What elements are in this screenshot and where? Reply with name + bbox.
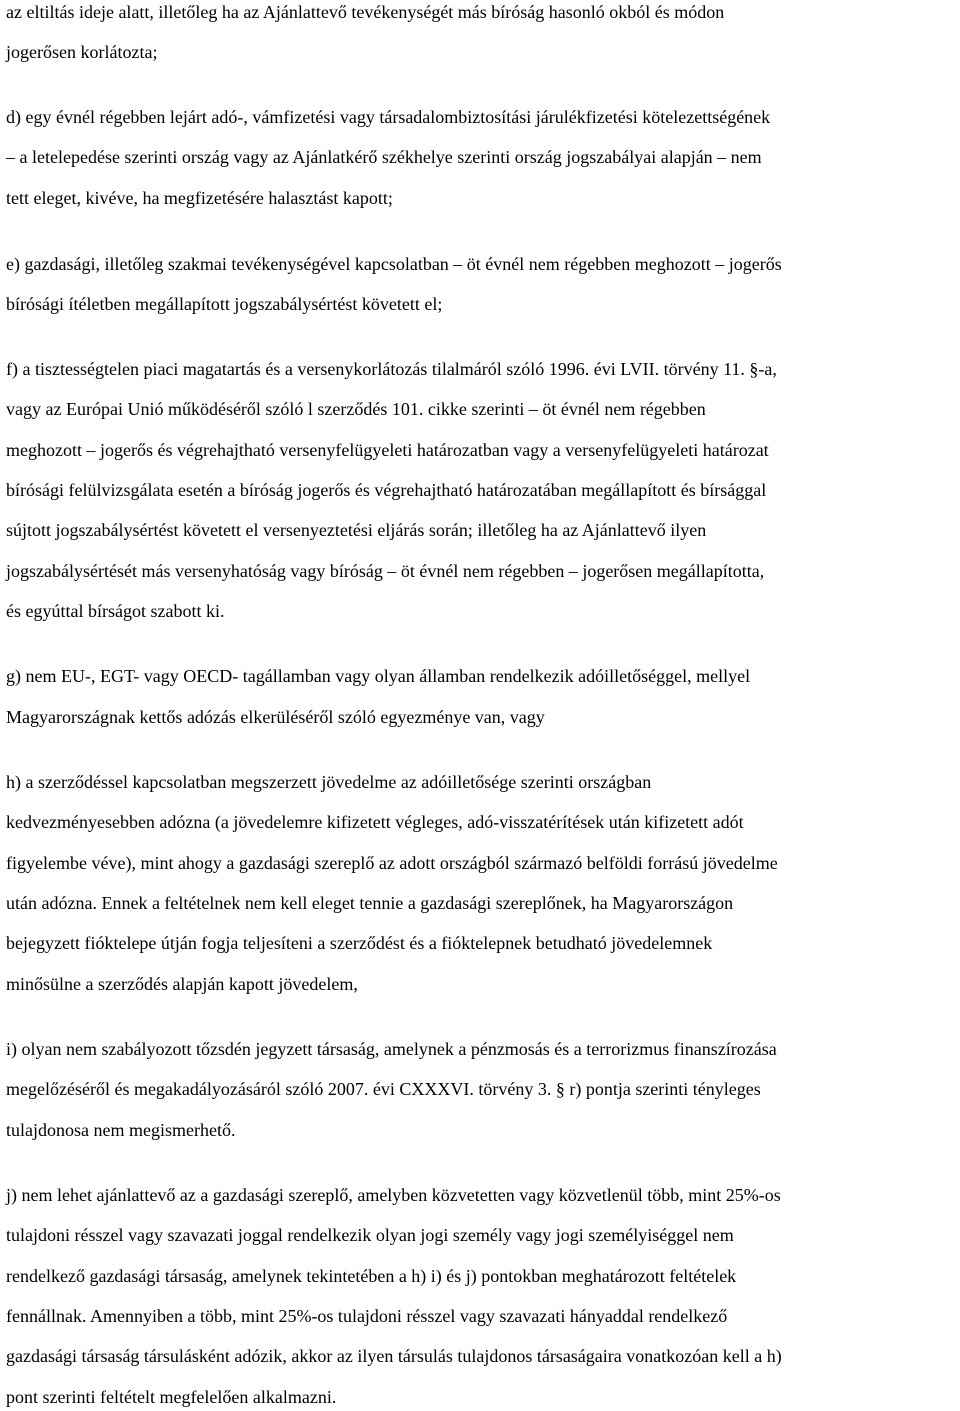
text-line: tett eleget, kivéve, ha megfizetésére halasztást kapott; xyxy=(6,188,393,208)
text-line: minősülne a szerződés alapján kapott jövedelem, xyxy=(6,974,358,994)
text-line: e) gazdasági, illetőleg szakmai tevékenységével kapcsolatban – öt évnél nem régebben meghozott – jogerős xyxy=(6,254,782,274)
text-line: és egyúttal bírságot szabott ki. xyxy=(6,601,225,621)
text-line: bírósági ítéletben megállapított jogszabálysértést követett el; xyxy=(6,294,443,314)
text-line: g) nem EU-, EGT- vagy OECD- tagállamban vagy olyan államban rendelkezik adóilletőséggel, mellyel xyxy=(6,666,751,686)
text-line: gazdasági társaság társulásként adózik, akkor az ilyen társulás tulajdonos társaságaira vonatkozóan kell a h) xyxy=(6,1346,782,1366)
text-line: meghozott – jogerős és végrehajtható versenyfelügyeleti határozatban vagy a versenyfelügyeleti határozat xyxy=(6,440,769,460)
text-line: tulajdonosa nem megismerhető. xyxy=(6,1120,236,1140)
text-line: kedvezményesebben adózna (a jövedelemre kifizetett végleges, adó-visszatérítések után kifizetett adót xyxy=(6,812,744,832)
text-line: jogszabálysértését más versenyhatóság vagy bíróság – öt évnél nem régebben – jogerősen megállapította, xyxy=(6,561,765,581)
text-line: megelőzéséről és megakadályozásáról szóló 2007. évi CXXXVI. törvény 3. § r) pontja szerinti tényleges xyxy=(6,1079,761,1099)
text-line: pont szerinti feltételt megfelelően alkalmazni. xyxy=(6,1387,337,1407)
text-line: tulajdoni résszel vagy szavazati joggal rendelkezik olyan jogi személy vagy jogi személyiséggel nem xyxy=(6,1225,734,1245)
text-line: j) nem lehet ajánlattevő az a gazdasági szereplő, amelyben közvetetten vagy közvetlenül több, mint 25%-os xyxy=(6,1185,781,1205)
text-line: i) olyan nem szabályozott tőzsdén jegyzett társaság, amelynek a pénzmosás és a terrorizmus finanszírozása xyxy=(6,1039,777,1059)
text-line: d) egy évnél régebben lejárt adó-, vámfizetési vagy társadalombiztosítási járulékfizetési kötelezettségének xyxy=(6,107,771,127)
text-line: – a letelepedése szerinti ország vagy az Ajánlatkérő székhelye szerinti ország jogszabályai alapján – nem xyxy=(6,147,762,167)
text-line: rendelkező gazdasági társaság, amelynek tekintetében a h) i) és j) pontokban meghatározott feltételek xyxy=(6,1266,737,1286)
text-line: h) a szerződéssel kapcsolatban megszerzett jövedelme az adóilletősége szerinti országban xyxy=(6,772,652,792)
text-line: az eltiltás ideje alatt, illetőleg ha az Ajánlattevő tevékenységét más bíróság hasonló okból és módon xyxy=(6,2,725,22)
text-line: jogerősen korlátozta; xyxy=(6,42,158,62)
text-line: után adózna. Ennek a feltételnek nem kell eleget tennie a gazdasági szereplőnek, ha Magyarországon xyxy=(6,893,734,913)
text-line: bejegyzett fióktelepe útján fogja teljesíteni a szerződést és a fióktelepnek betudható jövedelemnek xyxy=(6,933,713,953)
text-line: figyelembe véve), mint ahogy a gazdasági szereplő az adott országból származó belföldi forrású jövedelme xyxy=(6,853,778,873)
text-line: f) a tisztességtelen piaci magatartás és a versenykorlátozás tilalmáról szóló 1996. évi LVII. törvény 11. §-a, xyxy=(6,359,777,379)
text-line: Magyarországnak kettős adózás elkerüléséről szóló egyezménye van, vagy xyxy=(6,707,545,727)
text-line: vagy az Európai Unió működéséről szóló l szerződés 101. cikke szerinti – öt évnél nem régebben xyxy=(6,399,706,419)
text-line: bírósági felülvizsgálata esetén a bíróság jogerős és végrehajtható határozatában megállapított és bírsággal xyxy=(6,480,767,500)
text-line: fennállnak. Amennyiben a több, mint 25%-os tulajdoni résszel vagy szavazati hányaddal rendelkező xyxy=(6,1306,728,1326)
text-line: sújtott jogszabálysértést követett el versenyeztetési eljárás során; illetőleg ha az Ajánlattevő ilyen xyxy=(6,520,707,540)
